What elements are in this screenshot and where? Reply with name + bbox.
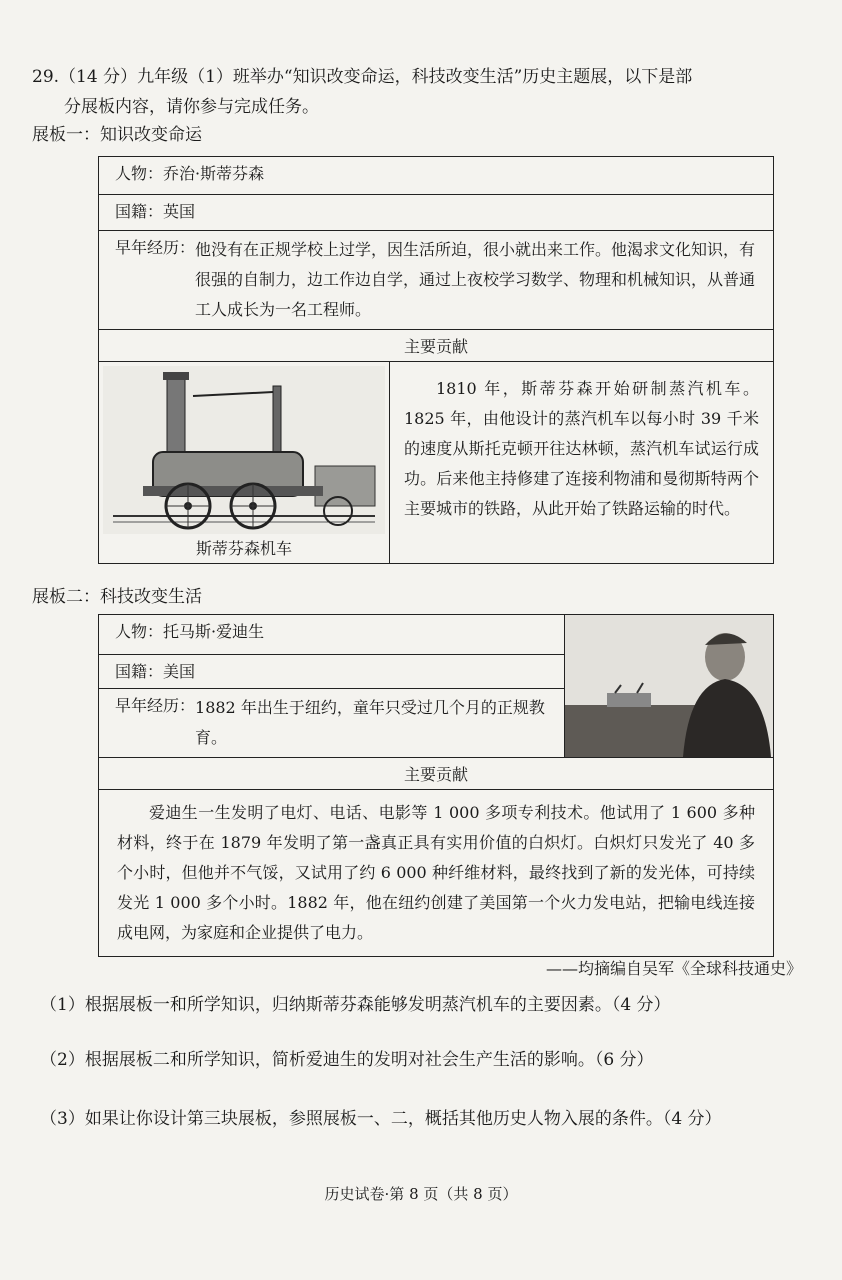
- board1-image-cell: [99, 362, 390, 564]
- board2-contrib-text: 爱迪生一生发明了电灯、电话、电影等 1 000 多项专利技术。他试用了 1 600 多种材料，终于在 1879 年发明了第一盏真正具有实用价值的白炽灯。白炽灯只发光了 40 多个小时，但他并不气馁，又试用了约 6 000 种纤维材料，最终找到了新的发光体，可持续发光 1 000 多个小时。1882 年，他在纽约创建了美国第一个火力发电站，把输电线连接成电网，为家庭和企业提供了电力。: [117, 803, 755, 942]
- board2-contrib-header: 主要贡献: [99, 758, 774, 790]
- board1-early-life: [99, 231, 774, 330]
- board2-early-text: 1882 年出生于纽约，童年只受过几个月的正规教育。: [195, 698, 545, 747]
- board1-table: [98, 156, 774, 564]
- board2-title: 展板二：科技改变生活: [32, 587, 202, 607]
- board2-nationality: 国籍：美国: [99, 655, 565, 689]
- question-stem: [32, 62, 812, 122]
- board1-title: 展板一：知识改变命运: [32, 125, 202, 145]
- board2-early-life: [99, 689, 565, 758]
- task-3: （3）如果让你设计第三块展板，参照展板一、二，概括其他历史人物入展的条件。（4 分）: [40, 1109, 722, 1129]
- page-footer: 历史试卷·第 8 页（共 8 页）: [324, 1185, 518, 1203]
- board1-early-label: 早年经历：: [115, 238, 196, 257]
- board2-early-label: 早年经历：: [115, 696, 196, 715]
- locomotive-image: [103, 366, 385, 534]
- board2-person: 人物：托马斯·爱迪生: [99, 615, 565, 655]
- task-1: （1）根据展板一和所学知识，归纳斯蒂芬森能够发明蒸汽机车的主要因素。（4 分）: [40, 995, 671, 1015]
- board1-person: 人物：乔治·斯蒂芬森: [99, 157, 774, 195]
- board2-contrib: [99, 790, 774, 957]
- edison-portrait-image: [565, 615, 773, 757]
- question-line-1: 29.（14 分）九年级（1）班举办“知识改变命运，科技改变生活”历史主题展，以下是部: [32, 67, 693, 87]
- board1-nationality: 国籍：英国: [99, 195, 774, 231]
- board1-contrib-header: 主要贡献: [99, 330, 774, 362]
- board2-portrait-cell: [565, 615, 774, 758]
- board2-table: [98, 614, 774, 957]
- locomotive-caption: 斯蒂芬森机车: [195, 539, 292, 558]
- board1-contrib-text: 1810 年，斯蒂芬森开始研制蒸汽机车。1825 年，由他设计的蒸汽机车以每小时 39 千米的速度从斯托克顿开往达林顿，蒸汽机车试运行成功。后来他主持修建了连接利物浦和曼彻斯特两个主要城市的铁路，从此开始了铁路运输的时代。: [404, 379, 759, 518]
- source-citation: ——均摘编自吴军《全球科技通史》: [545, 959, 802, 978]
- board1-contrib: [390, 362, 774, 564]
- board1-early-text: 他没有在正规学校上过学，因生活所迫，很小就出来工作。他渴求文化知识，有很强的自制力，边工作边自学，通过上夜校学习数学、物理和机械知识，从普通工人成长为一名工程师。: [195, 240, 756, 319]
- task-2: （2）根据展板二和所学知识，简析爱迪生的发明对社会生产生活的影响。（6 分）: [40, 1050, 654, 1070]
- question-line-2: 分展板内容，请你参与完成任务。: [64, 97, 319, 117]
